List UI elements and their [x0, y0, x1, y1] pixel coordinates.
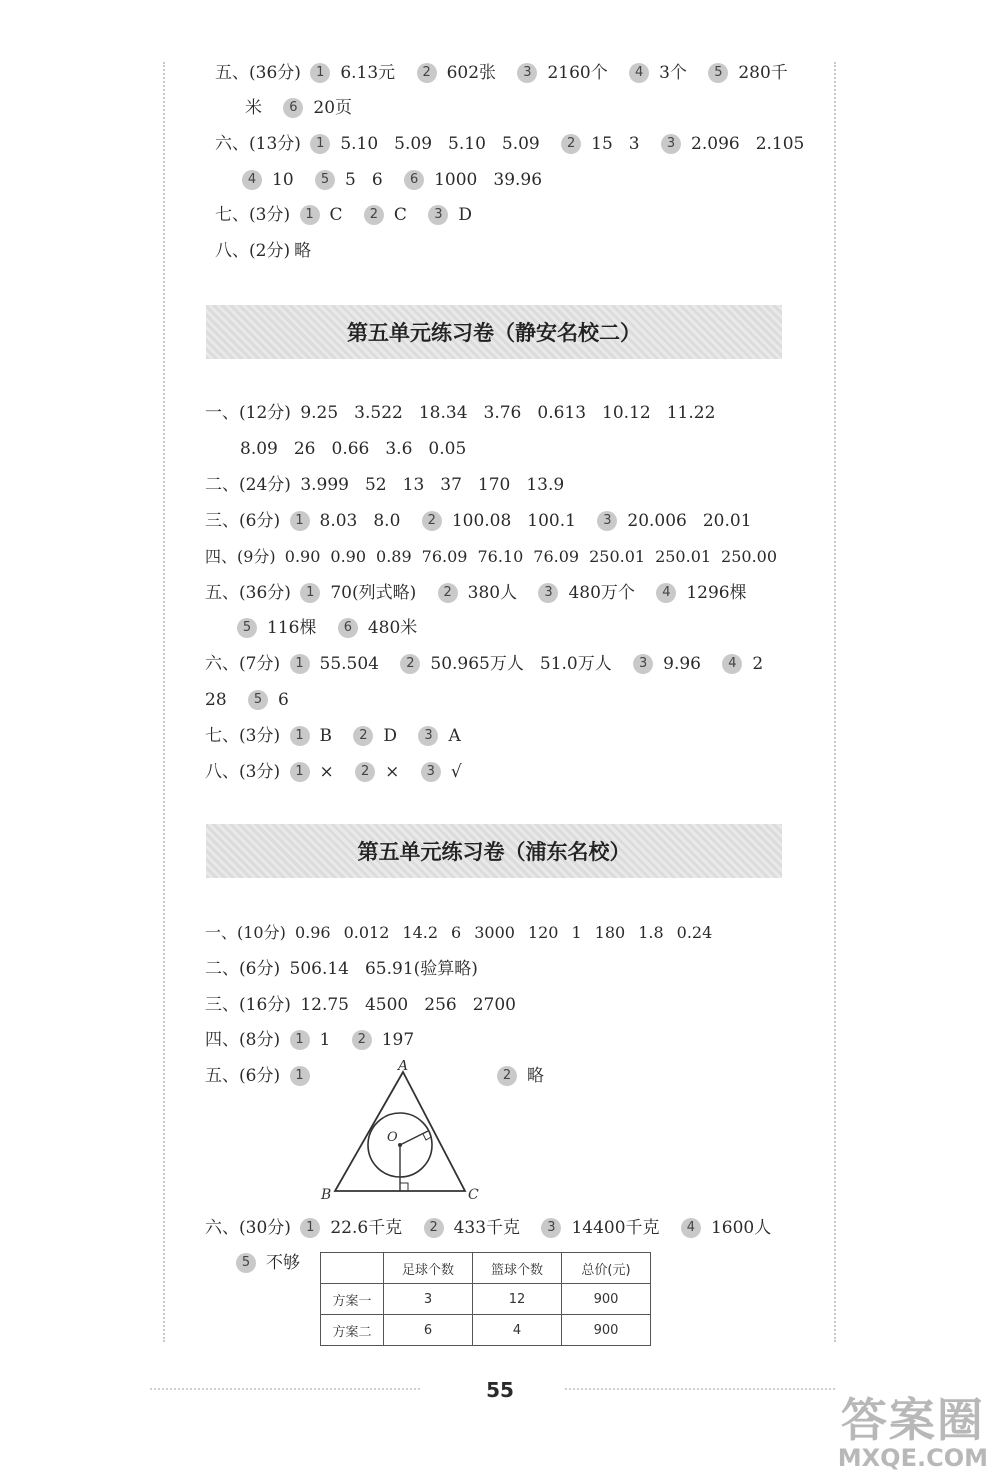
right-angle-mark	[400, 1183, 408, 1191]
number-circle: 2	[355, 762, 375, 782]
number-circle: 4	[681, 1218, 701, 1238]
table-cell: 900	[562, 1315, 651, 1346]
table-header: 总价(元)	[562, 1253, 651, 1284]
table-cell: 方案二	[321, 1315, 384, 1346]
answer-line: 六、(13分) 1 5.10 5.09 5.10 5.09 2 15 3 3 2.096 2.105	[215, 133, 805, 154]
number-circle: 6	[283, 98, 303, 118]
number-circle: 3	[597, 511, 617, 531]
label-c: C	[468, 1187, 479, 1200]
answer-line: 5 不够	[236, 1245, 300, 1279]
number-circle: 2	[497, 1066, 517, 1086]
number-circle: 5	[708, 63, 728, 83]
number-circle: 4	[656, 583, 676, 603]
answer-line: 8.09 26 0.66 3.6 0.05	[240, 438, 467, 459]
number-circle: 3	[633, 654, 653, 674]
answer-line: 28 5 6	[205, 689, 289, 710]
number-circle: 6	[404, 170, 424, 190]
number-circle: 1	[290, 511, 310, 531]
number-circle: 1	[290, 654, 310, 674]
table-cell: 900	[562, 1284, 651, 1315]
answer-line: 六、(7分) 1 55.504 2 50.965万人 51.0万人 3 9.96 4 2	[205, 653, 764, 674]
table-cell: 6	[384, 1315, 473, 1346]
answer-line: 五、(36分) 1 70(列式略) 2 380人 3 480万个 4 1296棵	[205, 582, 747, 603]
number-circle: 5	[248, 690, 268, 710]
label-a: A	[398, 1060, 409, 1074]
answer-line: 八、(2分) 略	[215, 240, 312, 261]
number-circle: 6	[338, 618, 358, 638]
number-circle: 1	[290, 1066, 310, 1086]
number-circle: 5	[237, 618, 257, 638]
number-circle: 3	[418, 726, 438, 746]
table-header	[321, 1253, 384, 1284]
watermark-text: 答案圈	[840, 1393, 985, 1447]
label-o: O	[387, 1130, 398, 1145]
number-circle: 3	[517, 63, 537, 83]
page-number: 55	[486, 1378, 514, 1402]
table-cell: 4	[473, 1315, 562, 1346]
number-circle: 1	[290, 762, 310, 782]
table-cell: 3	[384, 1284, 473, 1315]
number-circle: 2	[352, 1030, 372, 1050]
number-circle: 5	[236, 1253, 256, 1273]
number-circle: 2	[353, 726, 373, 746]
number-circle: 2	[400, 654, 420, 674]
number-circle: 4	[242, 170, 262, 190]
number-circle: 1	[300, 1218, 320, 1238]
table-header: 篮球个数	[473, 1253, 562, 1284]
watermark-url: MXQE.COM	[837, 1444, 988, 1472]
number-circle: 3	[661, 134, 681, 154]
number-circle: 2	[424, 1218, 444, 1238]
number-circle: 3	[421, 762, 441, 782]
triangle-figure	[315, 1060, 495, 1200]
section-banner: 第五单元练习卷（浦东名校）	[206, 824, 782, 878]
answer-line: 七、(3分) 1 C 2 C 3 D	[215, 204, 472, 225]
watermark-logo	[838, 1395, 988, 1471]
number-circle: 1	[290, 1030, 310, 1050]
answer-line: 二、(24分) 3.999 52 13 37 170 13.9	[205, 474, 565, 495]
answer-line: 米 6 20页	[245, 97, 353, 118]
number-circle: 3	[538, 583, 558, 603]
label-b: B	[321, 1187, 332, 1200]
answer-line: 一、(10分) 0.96 0.012 14.2 6 3000 120 1 180 1.8 0.24	[205, 922, 713, 942]
answer-line: 八、(3分) 1 × 2 × 3 √	[205, 761, 462, 782]
number-circle: 4	[722, 654, 742, 674]
number-circle: 2	[561, 134, 581, 154]
answer-line: 六、(30分) 1 22.6千克 2 433千克 3 14400千克 4 1600人	[205, 1217, 772, 1238]
table-cell: 12	[473, 1284, 562, 1315]
number-circle: 2	[364, 205, 384, 225]
number-circle: 2	[422, 511, 442, 531]
answer-line: 四、(8分) 1 1 2 197	[205, 1029, 415, 1050]
answer-line: 一、(12分) 9.25 3.522 18.34 3.76 0.613 10.12 11.22	[205, 402, 716, 423]
number-circle: 4	[629, 63, 649, 83]
answer-line: 七、(3分) 1 B 2 D 3 A	[205, 725, 461, 746]
answer-line: 三、(6分) 1 8.03 8.0 2 100.08 100.1 3 20.006 20.01	[205, 510, 752, 531]
table-row	[321, 1284, 651, 1315]
number-circle: 3	[541, 1218, 561, 1238]
answer-line: 二、(6分) 506.14 65.91(验算略)	[205, 958, 478, 979]
number-circle: 2	[417, 63, 437, 83]
right-margin-line	[834, 62, 836, 1342]
table-header-row	[321, 1253, 651, 1284]
number-circle: 1	[300, 583, 320, 603]
number-circle: 2	[438, 583, 458, 603]
number-circle: 1	[300, 205, 320, 225]
plan-table	[320, 1252, 651, 1346]
number-circle: 1	[310, 134, 330, 154]
number-circle: 3	[428, 205, 448, 225]
number-circle: 1	[310, 63, 330, 83]
answer-line: 4 10 5 5 6 6 1000 39.96	[242, 162, 542, 196]
number-circle: 5	[315, 170, 335, 190]
answer-line: 5 116棵 6 480米	[237, 610, 417, 644]
table-cell: 方案一	[321, 1284, 384, 1315]
number-circle: 1	[290, 726, 310, 746]
radius-to-ab	[400, 1131, 428, 1145]
section-banner: 第五单元练习卷（静安名校二）	[206, 305, 782, 359]
answer-line: 五、(36分) 1 6.13元 2 602张 3 2160个 4 3个 5 280千	[215, 62, 788, 83]
table-header: 足球个数	[384, 1253, 473, 1284]
answer-line: 2 略	[497, 1058, 544, 1092]
table-row	[321, 1315, 651, 1346]
answer-line: 三、(16分) 12.75 4500 256 2700	[205, 994, 516, 1015]
answer-line: 五、(6分) 1	[205, 1058, 320, 1092]
answer-line: 四、(9分) 0.90 0.90 0.89 76.09 76.10 76.09 250.01 250.01 250.00	[205, 546, 778, 566]
left-margin-line	[163, 62, 165, 1342]
center-point	[398, 1143, 402, 1147]
